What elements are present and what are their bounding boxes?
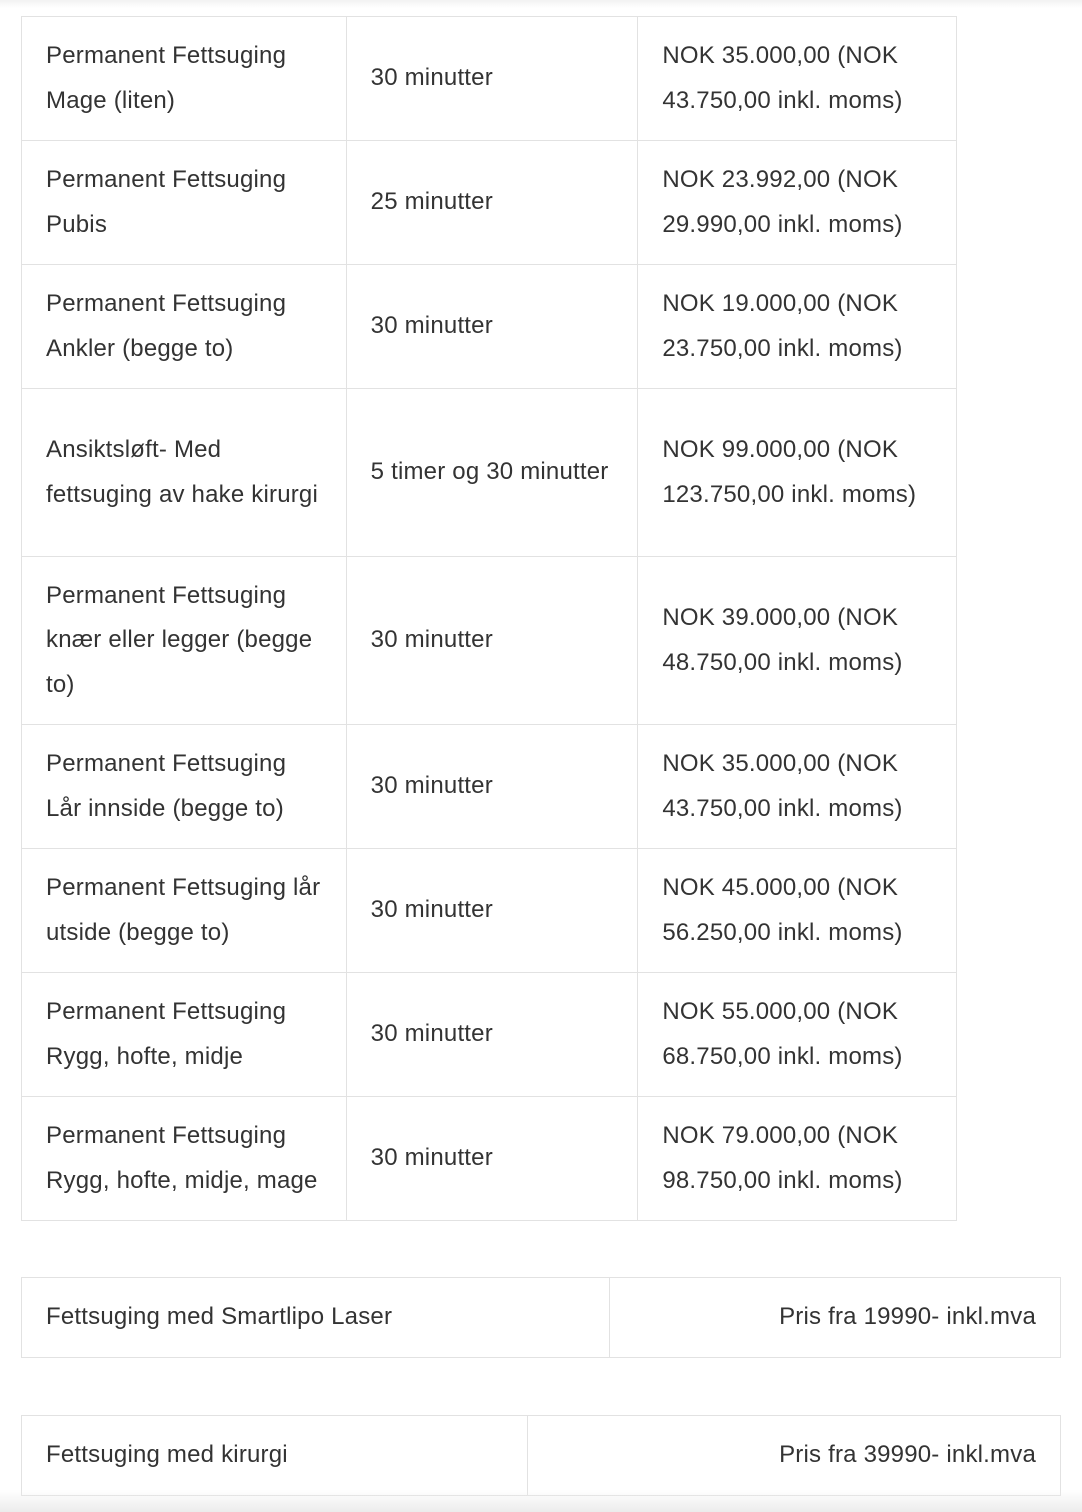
price-cell: NOK 45.000,00 (NOK 56.250,00 inkl. moms): [638, 849, 957, 973]
procedure-cell: Permanent Fettsuging Rygg, hofte, midje, mage: [22, 1097, 347, 1221]
price-cell: NOK 79.000,00 (NOK 98.750,00 inkl. moms): [638, 1097, 957, 1221]
procedure-cell: Permanent Fettsuging lår utside (begge to): [22, 849, 347, 973]
table-row: [22, 725, 957, 849]
procedure-cell: Permanent Fettsuging Pubis: [22, 141, 347, 265]
procedure-cell: Ansiktsløft- Med fettsuging av hake kirurgi: [22, 389, 347, 557]
procedure-cell: Permanent Fettsuging knær eller legger (begge to): [22, 557, 347, 725]
table-row: [22, 17, 957, 141]
duration-cell: 30 minutter: [346, 557, 638, 725]
price-cell: NOK 35.000,00 (NOK 43.750,00 inkl. moms): [638, 17, 957, 141]
procedure-cell: Permanent Fettsuging Mage (liten): [22, 17, 347, 141]
price-cell: NOK 35.000,00 (NOK 43.750,00 inkl. moms): [638, 725, 957, 849]
price-cell: NOK 99.000,00 (NOK 123.750,00 inkl. moms): [638, 389, 957, 557]
table-row: [22, 1416, 1061, 1496]
table-row: [22, 141, 957, 265]
liposuction-price-table: [21, 16, 957, 1221]
duration-cell: 30 minutter: [346, 849, 638, 973]
price-cell: NOK 19.000,00 (NOK 23.750,00 inkl. moms): [638, 265, 957, 389]
price-cell: NOK 39.000,00 (NOK 48.750,00 inkl. moms): [638, 557, 957, 725]
smartlipo-price: Pris fra 19990- inkl.mva: [610, 1278, 1061, 1358]
duration-cell: 30 minutter: [346, 973, 638, 1097]
procedure-cell: Permanent Fettsuging Ankler (begge to): [22, 265, 347, 389]
table-row: [22, 973, 957, 1097]
duration-cell: 30 minutter: [346, 17, 638, 141]
procedure-cell: Permanent Fettsuging Lår innside (begge to): [22, 725, 347, 849]
smartlipo-price-table: [21, 1277, 1061, 1358]
top-edge-shadow: [0, 0, 1082, 8]
duration-cell: 30 minutter: [346, 265, 638, 389]
table-row: [22, 265, 957, 389]
table-row: [22, 1097, 957, 1221]
smartlipo-label: Fettsuging med Smartlipo Laser: [22, 1278, 610, 1358]
duration-cell: 25 minutter: [346, 141, 638, 265]
table-row: [22, 557, 957, 725]
kirurgi-label: Fettsuging med kirurgi: [22, 1416, 528, 1496]
price-cell: NOK 23.992,00 (NOK 29.990,00 inkl. moms): [638, 141, 957, 265]
kirurgi-price: Pris fra 39990- inkl.mva: [527, 1416, 1060, 1496]
table-row: [22, 1278, 1061, 1358]
duration-cell: 5 timer og 30 minutter: [346, 389, 638, 557]
duration-cell: 30 minutter: [346, 725, 638, 849]
table-row: [22, 389, 957, 557]
price-cell: NOK 55.000,00 (NOK 68.750,00 inkl. moms): [638, 973, 957, 1097]
table-row: [22, 849, 957, 973]
kirurgi-price-table: [21, 1415, 1061, 1496]
duration-cell: 30 minutter: [346, 1097, 638, 1221]
procedure-cell: Permanent Fettsuging Rygg, hofte, midje: [22, 973, 347, 1097]
